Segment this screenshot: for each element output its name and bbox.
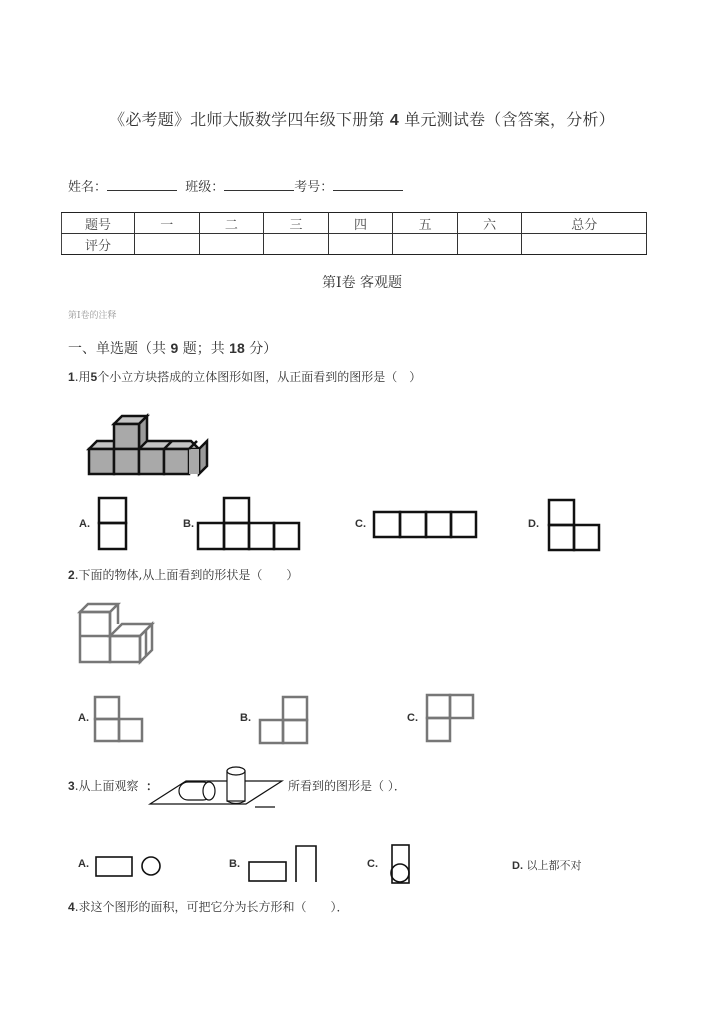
q2-option-c[interactable]: C.: [407, 712, 418, 724]
q3-option-c-figure: [391, 845, 409, 883]
section-title: 第Ⅰ卷 客观题: [322, 275, 402, 291]
q3-cylinders-figure: [150, 767, 282, 807]
question-number: 3: [68, 779, 75, 793]
q3-option-a-figure: [96, 857, 160, 876]
q1-option-b-figure: [198, 498, 299, 549]
name-label: 姓名：: [68, 180, 108, 195]
part-suffix: 分）: [249, 341, 278, 357]
q3-option-a[interactable]: A.: [78, 858, 89, 870]
q1-option-d[interactable]: D.: [528, 518, 539, 530]
q1-option-b[interactable]: B.: [183, 518, 194, 530]
q1-option-a-figure: [99, 498, 126, 549]
part-prefix: 一、单选题（共: [68, 341, 166, 357]
question-text: .下面的物体,从上面看到的形状是（ ）: [74, 568, 299, 582]
question-count: 9: [170, 340, 179, 356]
q1-option-c-figure: [374, 512, 476, 537]
header-cell: 五: [393, 213, 458, 234]
q2-cube-figure: [80, 604, 152, 662]
part-middle: 题；共: [182, 341, 225, 357]
q1-cube-figure: [89, 416, 207, 474]
q1-option-c[interactable]: C.: [355, 518, 366, 530]
question-number: 2: [68, 568, 75, 582]
question-bold-number: 5: [90, 370, 98, 384]
q2-option-b[interactable]: B.: [240, 712, 251, 724]
q3-option-c[interactable]: C.: [367, 858, 378, 870]
question-text: 个小立方块搭成的立体图形如图，从正面看到的图形是（ ）: [97, 370, 422, 384]
section-note: 第Ⅰ卷的注释: [68, 311, 117, 321]
question-2-text: [68, 566, 298, 583]
question-text: .用: [74, 370, 91, 384]
option-d-label: D.: [512, 860, 523, 872]
question-text: .求这个图形的面积，可把它分为长方形和（ ）．: [74, 900, 349, 914]
q3-option-b-figure: [249, 846, 316, 882]
title-unit-number: 4: [389, 112, 399, 129]
exam-no-label: 考号：: [294, 180, 334, 195]
q2-option-a[interactable]: A.: [78, 712, 89, 724]
total-points: 18: [229, 340, 245, 356]
header-cell: 四: [328, 213, 393, 234]
header-cell: 题号: [62, 213, 135, 234]
question-number: 4: [68, 900, 75, 914]
header-cell: 一: [135, 213, 200, 234]
question-3-text-b: 所看到的图形是（ ）．: [288, 779, 406, 793]
question-3-text-a: [68, 777, 139, 794]
title-prefix: 《必考题》北师大版数学四年级下册第: [109, 110, 385, 129]
question-number: 1: [68, 370, 75, 384]
q1-option-a[interactable]: A.: [79, 518, 90, 530]
question-4-text: [68, 898, 349, 915]
title-suffix: 单元测试卷（含答案，分析）: [404, 110, 615, 129]
q2-option-a-figure: [95, 697, 142, 741]
q3-option-b[interactable]: B.: [229, 858, 240, 870]
q2-option-c-figure: [427, 695, 473, 741]
score-label-cell: 评分: [62, 234, 135, 255]
question-3-colon: ：: [146, 779, 159, 793]
question-text: .从上面观察: [74, 779, 139, 793]
q1-option-d-figure: [549, 500, 599, 550]
q3-option-d[interactable]: [512, 857, 582, 873]
header-cell: 三: [264, 213, 329, 234]
q2-option-b-figure: [260, 697, 307, 743]
header-cell: 二: [199, 213, 264, 234]
header-cell: 总分: [522, 213, 647, 234]
class-label: 班级：: [185, 180, 225, 195]
option-d-text: 以上都不对: [526, 859, 582, 872]
header-cell: 六: [457, 213, 522, 234]
